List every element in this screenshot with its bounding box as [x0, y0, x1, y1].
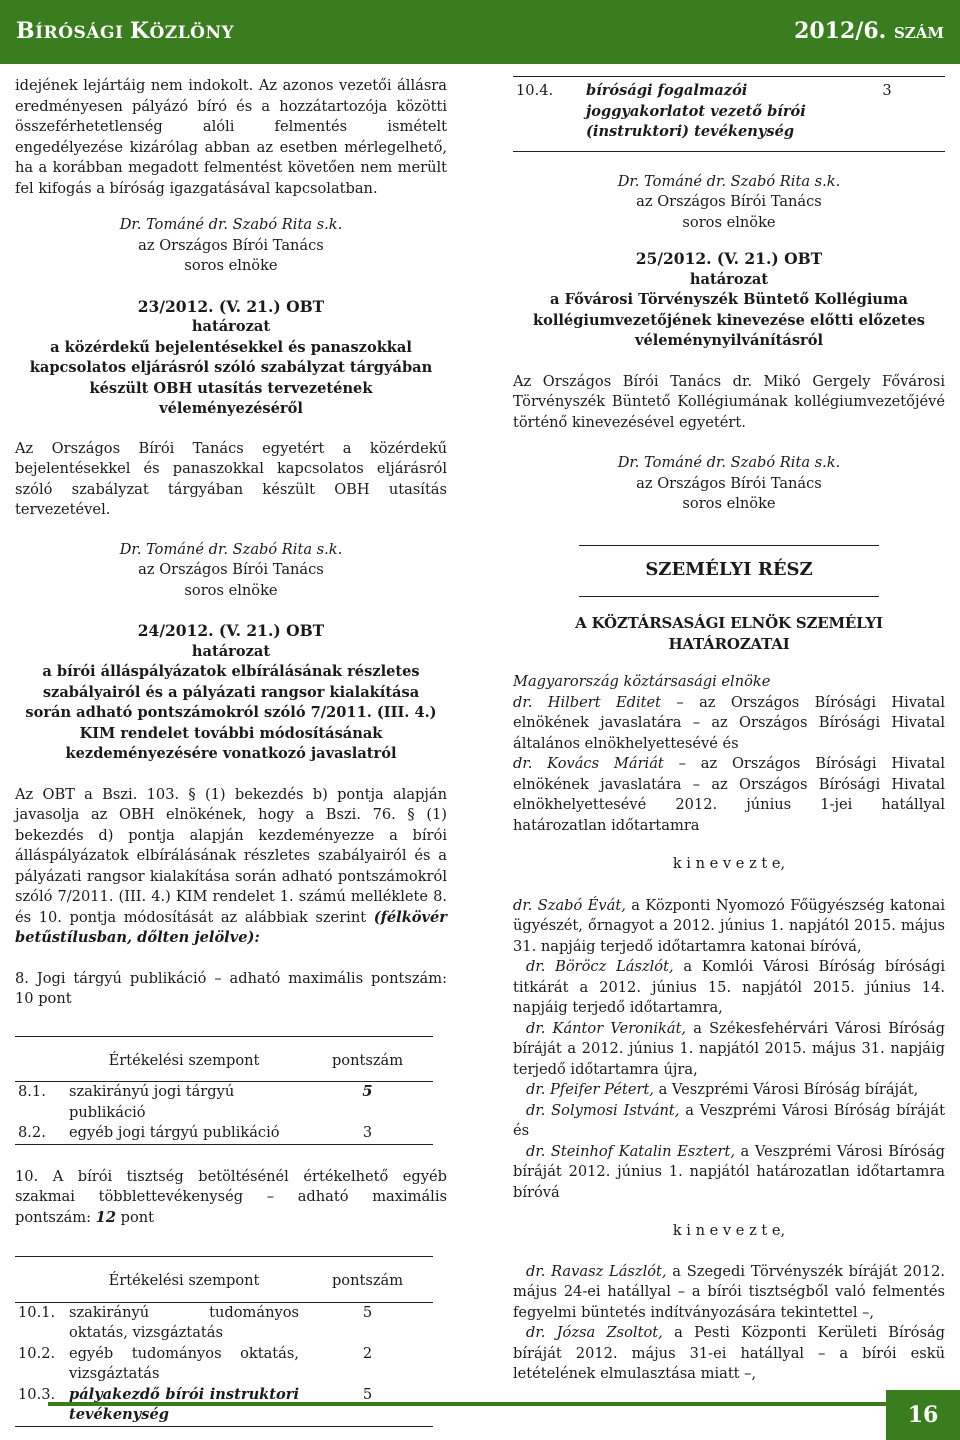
resolution-23-subject: a közérdekű bejelentésekkel és panaszokkal kapcsolatos eljárásról szóló szabályzat tárgyában készült OBH utasítás tervezetének véleményezéséről: [29, 338, 433, 417]
resolution-23-type: határozat: [191, 318, 271, 335]
list-item: dr. Kántor Veronikát, a Székesfehérvári Városi Bíróság bíráját a 2012. június 1. napjától 2015. május 31. napjáig terjedő időtartamra újra,: [513, 1019, 945, 1078]
resolution-24-subject: a bírói álláspályázatok elbírálásának részletes szabályairól és a pályázati rangsor kialakítása során adható pontszámokról szóló 7/2011. (III. 4.) KIM rendelet további módosításának kezdeményezésére vonatkozó javaslatról: [25, 663, 437, 762]
table-point-10: Értékelési szempont pontszám 10.1. szakirányú tudományos oktatás, vizsgáztatás 5 10.2. egyéb tudományos oktatás, vizsgáztatás 2 10.3. pályakezdő bírói instruktori tevékenység 5: [15, 1256, 433, 1427]
list-item: dr. Szabó Évát, a Központi Nyomozó Főügyészség katonai ügyészét, őrnagyot a 2012. június 1. napjától 2015. május 31. napjáig terjedő időtartamra katonai bíróvá,: [513, 896, 946, 955]
signature-block: Dr. Tománé dr. Szabó Rita s.k. az Országos Bírói Tanács soros elnöke: [119, 216, 343, 274]
right-column: [513, 76, 945, 1385]
appointment-paragraph: dr. Kovács Máriát – az Országos Bírósági Hivatal elnökének javaslatára – az Országos Bírósági Hivatal elnökhelyettesévé 2012. június 1-jei hatállyal határozatlan időtartamra: [513, 755, 945, 834]
list-item: dr. Ravasz Lászlót, a Szegedi Törvényszék bíráját 2012. május 24-ei hatállyal – a bírói tisztségből való felmentés fegyelmi büntetés indítványozására tekintettel –,: [513, 1262, 945, 1321]
resolution-25-type: határozat: [689, 270, 769, 288]
signature-block: Dr. Tománé dr. Szabó Rita s.k. az Országos Bírói Tanács soros elnöke: [617, 172, 841, 231]
page-number: 16: [886, 1390, 960, 1440]
resolution-24-body: Az OBT a Bszi. 103. § (1) bekezdés b) pontja alapján javasolja az OBH elnökének, hogy a Bszi. 76. § (1) bekezdés d) pontja alapján kezdeményezze a bírói álláspályázatok elbírálásának részletes szabályairól és a pályázati rangsor kialakítása során adható pontszámokról szóló 7/2011. (III. 4.) KIM rendelet 1. számú melléklete 8. és 10. pontja módosítását az alábbiak szerint (félkövér betűstílusban, dőlten jelölve):: [15, 785, 447, 946]
subsection-heading: A KÖZTÁRSASÁGI ELNÖK SZEMÉLYI HATÁROZATAI: [575, 614, 883, 653]
table-point-8: Értékelési szempont pontszám 8.1. szakirányú jogi tárgyú publikáció 5 8.2. egyéb jogi tárgyú publikáció 3: [15, 1036, 433, 1145]
signature-block: Dr. Tománé dr. Szabó Rita s.k. az Országos Bírói Tanács soros elnöke: [119, 540, 343, 599]
table-row: 10.3. pályakezdő bírói instruktori tevékenység 5: [18, 1385, 373, 1423]
footer-rule: [48, 1402, 960, 1406]
appointee-list: [513, 1262, 945, 1385]
table-row: 10.2. egyéb tudományos oktatás, vizsgáztatás 2: [18, 1344, 373, 1382]
section-heading-personal: SZEMÉLYI RÉSZ: [579, 545, 879, 598]
intro-paragraph: idejének lejártáig nem indokolt. Az azonos vezetői állásra eredményesen pályázó bíró és a hozzátartozója közötti összeférhetetlenség alóli felmentés ismételt engedélyezése kizárólag abban az esetben mérlegelhető, ha a korábban megadott felmentést követően nem merült fel kifogás a bíróság igazgatásával kapcsolatban.: [15, 77, 447, 197]
kinevezte-line: k i n e v e z t e,: [672, 1222, 786, 1239]
table-row: 10.1. szakirányú tudományos oktatás, vizsgáztatás 5: [18, 1303, 373, 1341]
point-10-paragraph: 10. A bírói tisztség betöltésénél értékelhető egyéb szakmai többlettevékenység – adható maximális pontszám: 12 pont: [15, 1167, 447, 1226]
list-item: dr. Solymosi Istvánt, a Veszprémi Városi Bíróság bíráját és: [513, 1101, 945, 1139]
list-item: dr. Böröcz Lászlót, a Komlói Városi Bíróság bírósági titkárát a 2012. június 15. napjától 2015. június 14. napjáig terjedő időtartamra,: [513, 958, 945, 1016]
page-header: [0, 0, 960, 64]
table-row: 8.1. szakirányú jogi tárgyú publikáció 5: [18, 1083, 373, 1121]
resolution-23-body: Az Országos Bírói Tanács egyetért a közérdekű bejelentésekkel és panaszokkal kapcsolatos eljárásról szóló szabályzat tárgyában készült OBH utasítás tervezetével.: [15, 439, 447, 518]
kinevezte-line: k i n e v e z t e,: [672, 855, 786, 872]
signature-block: Dr. Tománé dr. Szabó Rita s.k. az Országos Bírói Tanács soros elnöke: [617, 454, 841, 512]
issue-number: 2012/6. SZÁM: [794, 18, 944, 44]
resolution-25-subject: a Fővárosi Törvényszék Büntető Kollégiuma kollégiumvezetőjének kinevezése előtti előzetes véleménynyilvánításról: [532, 291, 925, 349]
resolution-23-number: 23/2012. (V. 21.) OBT: [137, 296, 325, 316]
resolution-25-body: Az Országos Bírói Tanács dr. Mikó Gergely Fővárosi Törvényszék Büntető Kollégiumának kollégiumvezetőjévé történő kinevezésével egyetért.: [513, 372, 945, 431]
journal-title: BÍRÓSÁGI KÖZLÖNY: [16, 18, 235, 44]
table-point-10-continued: [513, 76, 945, 152]
appointee-list: [513, 896, 945, 1204]
point-8-paragraph: 8. Jogi tárgyú publikáció – adható maximális pontszám: 10 pont: [15, 969, 447, 1007]
list-item: dr. Steinhof Katalin Esztert, a Veszprémi Városi Bíróság bíráját 2012. június 1. napjától határozatlan időtartamra bíróvá: [513, 1142, 945, 1201]
resolution-24-type: határozat: [191, 642, 271, 660]
left-column: [15, 76, 447, 1427]
list-item: dr. Pfeifer Pétert, a Veszprémi Városi Bíróság bíráját,: [526, 1081, 919, 1098]
list-item: dr. Józsa Zsoltot, a Pesti Központi Kerületi Bíróság bíráját 2012. május 31-ei hatállyal – a bírói eskü letételének elmulasztása miatt –,: [513, 1324, 945, 1382]
table-row: 8.2. egyéb jogi tárgyú publikáció 3: [18, 1124, 373, 1141]
resolution-24-number: 24/2012. (V. 21.) OBT: [137, 621, 325, 640]
president-line: Magyarország köztársasági elnöke: [513, 673, 771, 690]
appointment-paragraph: dr. Hilbert Editet – az Országos Bírósági Hivatal elnökének javaslatára – az Országos Bírósági Hivatal általános elnökhelyettesévé és: [513, 693, 945, 752]
resolution-25-number: 25/2012. (V. 21.) OBT: [635, 249, 823, 268]
page-footer: [0, 1382, 960, 1440]
table-row: 10.4. bírósági fogalmazói joggyakorlatot vezető bírói (instruktori) tevékenység 3: [516, 82, 892, 140]
